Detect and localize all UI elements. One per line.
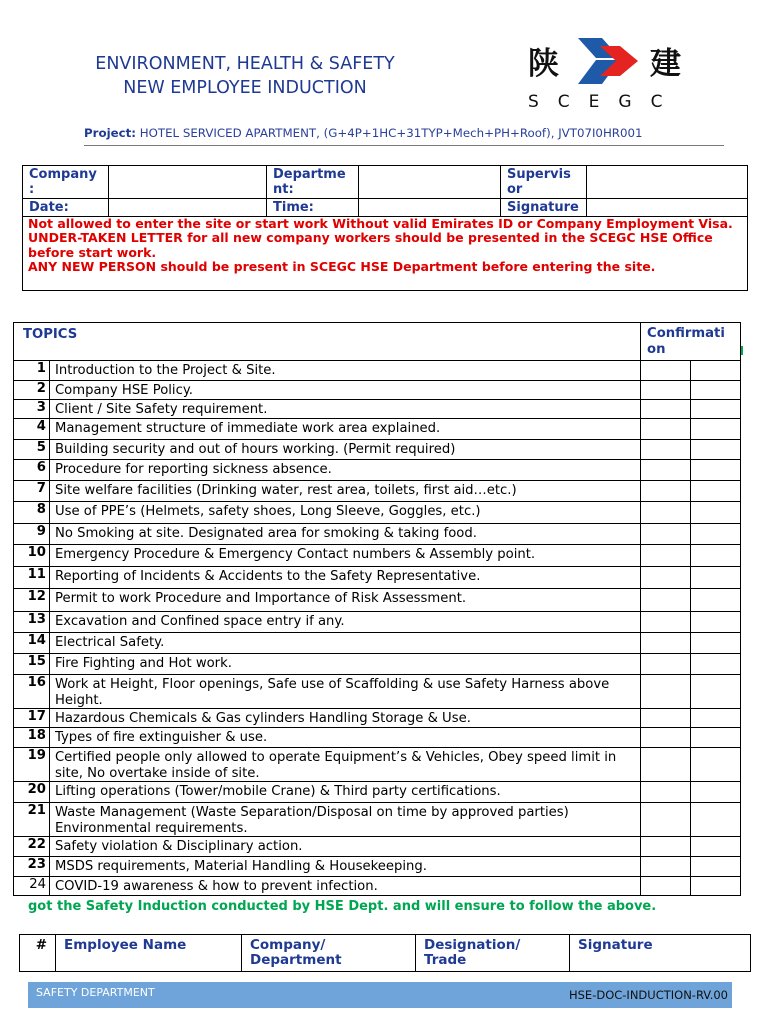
confirmation-cell[interactable] [641,728,691,748]
topic-text: Building security and out of hours working. (Permit required) [49,440,640,460]
topic-row [14,837,741,857]
confirmation-cell[interactable] [641,545,691,567]
topic-row [14,709,741,728]
topic-text: MSDS requirements, Material Handling & Housekeeping. [49,857,640,877]
confirmation-cell[interactable] [691,748,741,782]
topic-number: 2 [14,381,50,400]
confirmation-cell[interactable] [691,419,741,440]
topic-text: Excavation and Confined space entry if any. [49,612,640,633]
confirmation-cell[interactable] [691,589,741,612]
entry-warnings [23,217,748,291]
topic-row [14,400,741,419]
confirmation-cell[interactable] [641,400,691,419]
topic-row [14,728,741,748]
confirmation-cell[interactable] [641,877,691,896]
col-company-department: Company/ Department [242,935,416,972]
topic-text: Permit to work Procedure and Importance of Risk Assessment. [49,589,640,612]
company-field[interactable] [109,166,267,199]
header-divider [84,145,724,146]
topic-number: 7 [14,481,50,502]
topic-row [14,460,741,481]
topic-row [14,803,741,837]
confirmation-cell[interactable] [691,654,741,675]
confirmation-cell[interactable] [641,440,691,460]
green-mark [741,346,743,355]
warning-undertaken-letter: UNDER-TAKEN LETTER for all new company workers should be presented in the SCEGC HSE Office before start work. [28,230,713,260]
topic-text: Introduction to the Project & Site. [49,361,640,381]
logo-chevron-icon [570,32,648,90]
topic-number: 10 [14,545,50,567]
topic-text: Hazardous Chemicals & Gas cylinders Handling Storage & Use. [49,709,640,728]
topic-row [14,440,741,460]
confirmation-cell[interactable] [691,728,741,748]
confirmation-cell[interactable] [641,419,691,440]
topic-row [14,748,741,782]
employee-info-table [22,165,748,291]
topic-number: 24 [14,877,50,896]
confirmation-cell[interactable] [641,460,691,481]
logo-latin-text: SCEGC [528,92,682,112]
topic-number: 11 [14,567,50,589]
supervisor-field[interactable] [587,166,748,199]
confirmation-cell[interactable] [641,748,691,782]
topic-number: 21 [14,803,50,837]
induction-topics-table [13,322,741,896]
scegc-logo [524,30,694,114]
confirmation-cell[interactable] [641,782,691,803]
topic-row [14,675,741,709]
topic-number: 16 [14,675,50,709]
topic-text: Certified people only allowed to operate Equipment’s & Vehicles, Obey speed limit in site, No overtake inside of site. [49,748,640,782]
topic-text: Emergency Procedure & Emergency Contact numbers & Assembly point. [49,545,640,567]
topic-number: 9 [14,524,50,545]
topic-text: Client / Site Safety requirement. [49,400,640,419]
topic-row [14,502,741,524]
confirmation-cell[interactable] [691,633,741,654]
confirmation-cell[interactable] [691,709,741,728]
confirmation-cell[interactable] [691,361,741,381]
topic-text: Electrical Safety. [49,633,640,654]
topic-row [14,654,741,675]
confirmation-cell[interactable] [691,837,741,857]
col-signature: Signature [570,935,751,972]
topic-row [14,361,741,381]
confirmation-cell[interactable] [691,857,741,877]
confirmation-cell[interactable] [691,782,741,803]
confirmation-cell[interactable] [641,361,691,381]
time-label: Time: [267,199,359,217]
confirmation-cell[interactable] [641,524,691,545]
confirmation-cell[interactable] [641,589,691,612]
topic-row [14,419,741,440]
confirmation-cell[interactable] [641,837,691,857]
project-label: Project: [84,126,136,140]
topic-row [14,782,741,803]
signature-label: Signature [501,199,587,217]
confirmation-cell[interactable] [641,709,691,728]
topic-row [14,381,741,400]
title-line-2: NEW EMPLOYEE INDUCTION [123,78,367,98]
warning-emirates-id: Not allowed to enter the site or start work Without valid Emirates ID or Company Employment Visa. [28,216,733,231]
confirmation-cell[interactable] [641,502,691,524]
supervisor-label: Supervis or [501,166,587,199]
topic-text: Reporting of Incidents & Accidents to the Safety Representative. [49,567,640,589]
confirmation-cell[interactable] [641,481,691,502]
topic-number: 5 [14,440,50,460]
company-label: Company : [23,166,109,199]
department-label: Departme nt: [267,166,359,199]
topic-text: Procedure for reporting sickness absence. [49,460,640,481]
confirmation-cell[interactable] [691,481,741,502]
logo-chinese-left: 陕 [528,46,559,82]
confirmation-cell[interactable] [691,612,741,633]
topic-text: Fire Fighting and Hot work. [49,654,640,675]
footer-doc-code: HSE-DOC-INDUCTION-RV.00 [568,988,728,1002]
confirmation-cell[interactable] [691,545,741,567]
footer-department: SAFETY DEPARTMENT [36,986,155,999]
confirmation-cell[interactable] [641,803,691,837]
project-value: HOTEL SERVICED APARTMENT, (G+4P+1HC+31TYP+Mech+PH+Roof), JVT07I0HR001 [139,126,643,140]
topic-row [14,524,741,545]
topic-number: 4 [14,419,50,440]
confirmation-cell[interactable] [691,400,741,419]
topic-row [14,545,741,567]
topic-row [14,877,741,896]
warning-new-person: ANY NEW PERSON should be present in SCEGC HSE Department before entering the site. [28,259,656,275]
confirmation-cell[interactable] [641,633,691,654]
confirmation-cell[interactable] [691,803,741,837]
date-label: Date: [23,199,109,217]
col-employee-name: Employee Name [56,935,242,972]
confirmation-cell[interactable] [691,877,741,896]
topic-number: 23 [14,857,50,877]
topic-text: Use of PPE’s (Helmets, safety shoes, Long Sleeve, Goggles, etc.) [49,502,640,524]
topic-text: Types of fire extinguisher & use. [49,728,640,748]
document-title [62,52,428,100]
confirmation-cell[interactable] [641,857,691,877]
confirmation-cell[interactable] [641,612,691,633]
topic-number: 17 [14,709,50,728]
confirmation-cell[interactable] [641,381,691,400]
signature-field[interactable] [587,199,748,217]
topic-number: 18 [14,728,50,748]
topics-header: TOPICS [14,323,641,361]
topic-text: Safety violation & Disciplinary action. [49,837,640,857]
topic-number: 13 [14,612,50,633]
topic-number: 15 [14,654,50,675]
topic-row [14,481,741,502]
topic-number: 19 [14,748,50,782]
topic-text: Work at Height, Floor openings, Safe use of Scaffolding & use Safety Harness above Height. [49,675,640,709]
topic-number: 14 [14,633,50,654]
confirmation-cell[interactable] [691,675,741,709]
confirmation-cell[interactable] [691,381,741,400]
confirmation-cell[interactable] [691,502,741,524]
confirmation-cell[interactable] [641,654,691,675]
induction-statement: got the Safety Induction conducted by HSE Dept. and will ensure to follow the above. [28,899,657,914]
col-designation-trade: Designation/ Trade [416,935,570,972]
topic-number: 8 [14,502,50,524]
confirmation-cell[interactable] [691,440,741,460]
confirmation-header: Confirmati on [641,323,741,361]
topic-number: 20 [14,782,50,803]
topic-row [14,589,741,612]
topic-number: 1 [14,361,50,381]
footer-bar [28,982,732,1008]
confirmation-cell[interactable] [641,567,691,589]
topic-text: No Smoking at site. Designated area for smoking & taking food. [49,524,640,545]
confirmation-cell[interactable] [641,675,691,709]
logo-chinese-right: 建 [650,46,681,82]
topic-row [14,567,741,589]
confirmation-cell[interactable] [691,524,741,545]
topic-number: 22 [14,837,50,857]
topic-number: 3 [14,400,50,419]
topic-row [14,633,741,654]
department-field[interactable] [359,166,501,199]
topic-text: Site welfare facilities (Drinking water, rest area, toilets, first aid…etc.) [49,481,640,502]
confirmation-cell[interactable] [691,460,741,481]
time-field[interactable] [359,199,501,217]
topic-text: Lifting operations (Tower/mobile Crane) & Third party certifications. [49,782,640,803]
confirmation-cell[interactable] [691,567,741,589]
topic-text: Company HSE Policy. [49,381,640,400]
title-line-1: ENVIRONMENT, HEALTH & SAFETY [95,54,395,74]
topic-text: Management structure of immediate work area explained. [49,419,640,440]
topic-row [14,857,741,877]
project-line [84,126,643,140]
col-number: # [20,935,56,972]
topic-text: Waste Management (Waste Separation/Disposal on time by approved parties) Environmental requirements. [49,803,640,837]
topic-text: COVID-19 awareness & how to prevent infection. [49,877,640,896]
topic-number: 12 [14,589,50,612]
date-field[interactable] [109,199,267,217]
employee-sign-table [19,934,751,972]
topic-number: 6 [14,460,50,481]
topic-row [14,612,741,633]
